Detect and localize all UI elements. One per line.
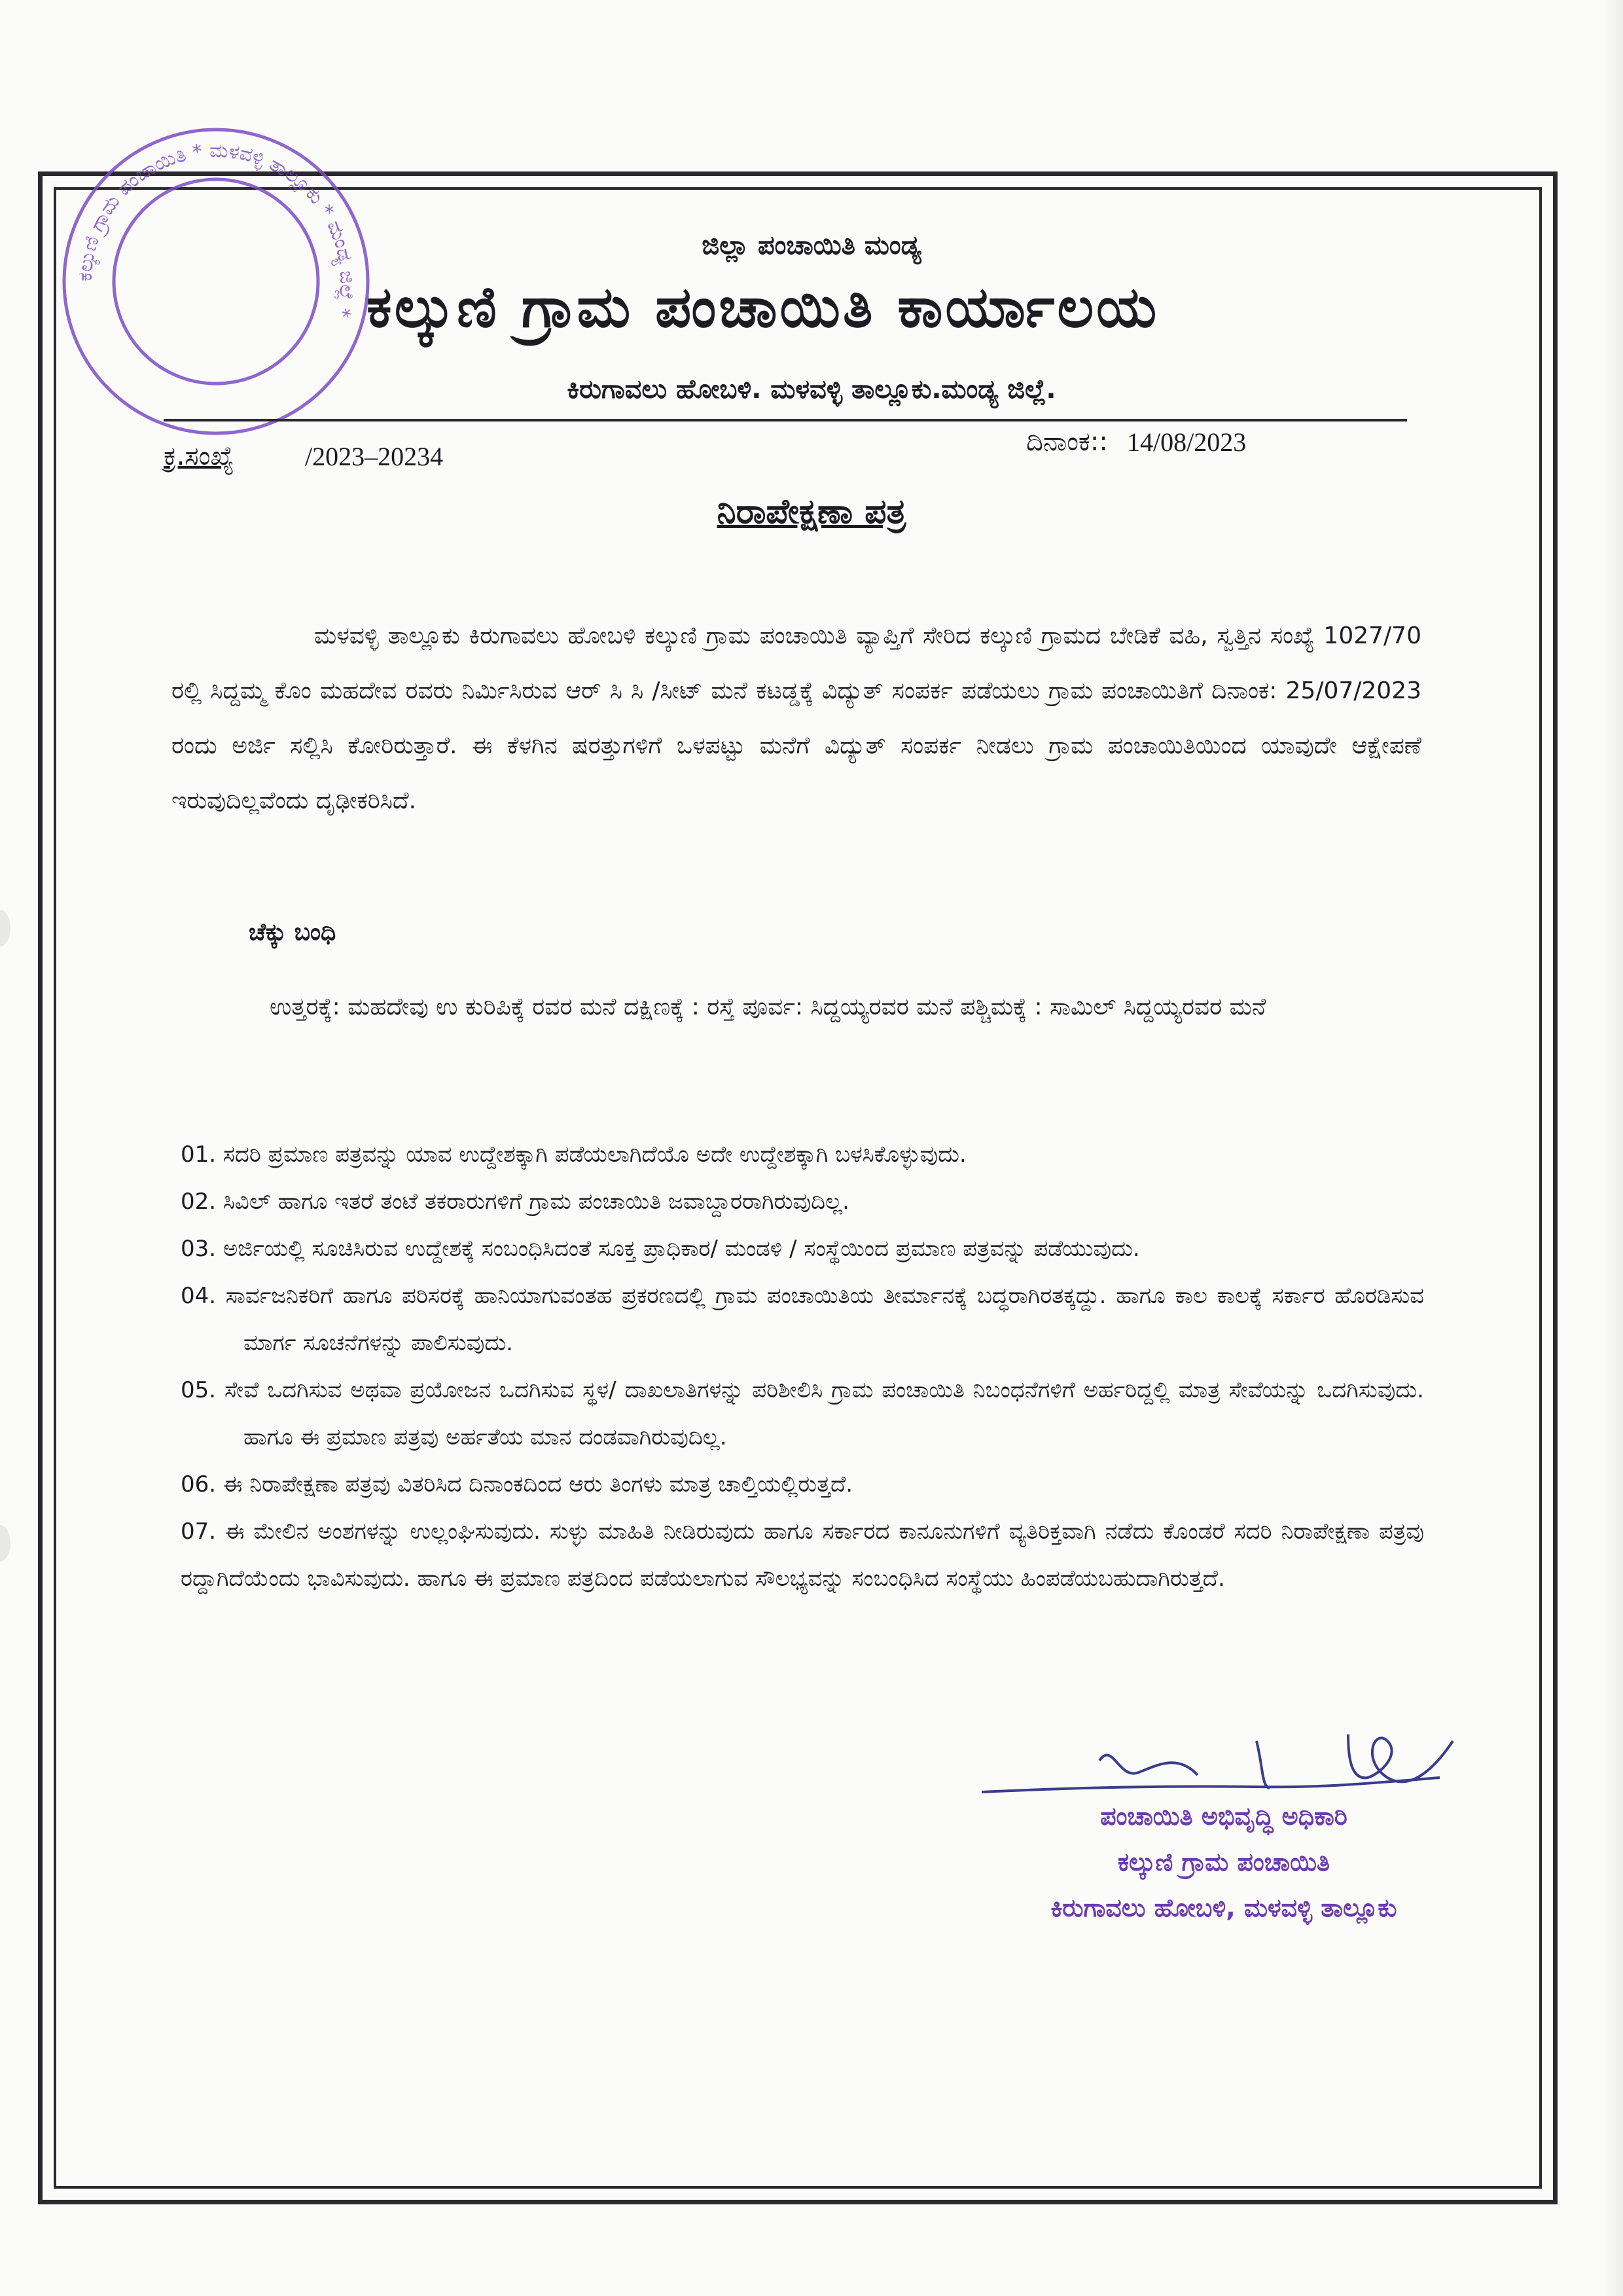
office-title: ಕಲ್ಕುಣಿ ಗ್ರಾಮ ಪಂಚಾಯಿತಿ ಕಾರ್ಯಾಲಯ — [366, 275, 1160, 340]
body-paragraph: ಮಳವಳ್ಳಿ ತಾಲ್ಲೂಕು ಕಿರುಗಾವಲು ಹೋಬಳಿ ಕಲ್ಕುಣಿ ಗ್ರಾಮ ಪಂಚಾಯಿತಿ ವ್ಯಾಪ್ತಿಗೆ ಸೇರಿದ ಕಲ್ಕುಣಿ ಗ್ರಾಮದ ಬೇಡಿಕೆ ವಹಿ, ಸ್ವತ್ತಿನ ಸಂಖ್ಯೆ 1027/70 ರಲ್ಲಿ ಸಿದ್ದಮ್ಮ ಕೊಂ ಮಹದೇವ ರವರು ನಿರ್ಮಿಸಿರುವ ಆರ್ ಸಿ ಸಿ /ಸೀಟ್ ಮನೆ ಕಟಡ್ಡಕ್ಕೆ ವಿದ್ಯುತ್ ಸಂಪರ್ಕ ಪಡೆಯಲು ಗ್ರಾಮ ಪಂಚಾಯಿತಿಗೆ ದಿನಾಂಕ: 25/07/2023 ರಂದು ಅರ್ಜಿ ಸಲ್ಲಿಸಿ ಕೋರಿರುತ್ತಾರೆ. ಈ ಕೆಳಗಿನ ಷರತ್ತುಗಳಿಗೆ ಒಳಪಟ್ಟು ಮನೆಗೆ ವಿದ್ಯುತ್ ಸಂಪರ್ಕ ನೀಡಲು ಗ್ರಾಮ ಪಂಚಾಯಿತಿಯಿಂದ ಯಾವುದೇ ಆಕ್ಷೇಪಣೆ ಇರುವುದಿಲ್ಲವೆಂದು ದೃಢೀಕರಿಸಿದೆ. — [171, 622, 1421, 814]
header-divider — [164, 419, 1407, 422]
condition-item: 07. ಈ ಮೇಲಿನ ಅಂಶಗಳನ್ನು ಉಲ್ಲಂಘಿಸುವುದು. ಸುಳ್ಳು ಮಾಹಿತಿ ನೀಡಿರುವುದು ಹಾಗೂ ಸರ್ಕಾರದ ಕಾನೂನುಗಳಿಗೆ ವ್ಯತಿರಿಕ್ತವಾಗಿ ನಡೆದು ಕೊಂಡರೆ ಸದರಿ ನಿರಾಪೇಕ್ಷಣಾ ಪತ್ರವು ರದ್ದಾಗಿದೆಯೆಂದು ಭಾವಿಸುವುದು. ಹಾಗೂ ಈ ಪ್ರಮಾಣ ಪತ್ರದಿಂದ ಪಡೆಯಲಾಗುವ ಸೌಲಭ್ಯವನ್ನು ಸಂಬಂಧಿಸಿದ ಸಂಸ್ಥೆಯು ಹಿಂಪಡೆಯಬಹುದಾಗಿರುತ್ತದೆ. — [181, 1518, 1424, 1592]
page-edge — [1603, 0, 1623, 2296]
boundaries-text: ಉತ್ತರಕ್ಕೆ: ಮಹದೇವು ಉ ಕುರಿಪಿಕ್ಕೆ ರವರ ಮನೆ ದಕ್ಷಿಣಕ್ಕೆ : ರಸ್ತೆ ಪೂರ್ವ: ಸಿದ್ದಯ್ಯರವರ ಮನೆ ಪಶ್ಚಿಮಕ್ಕೆ : ಸಾಮಿಲ್ ಸಿದ್ದಯ್ಯರವರ ಮನೆ — [270, 994, 1266, 1020]
conditions-list — [181, 1131, 1424, 1602]
reference-label: ಕ್ರ.ಸಂಖ್ಯೆ — [164, 441, 234, 471]
signatory-office: ಕಲ್ಕುಣಿ ಗ್ರಾಮ ಪಂಚಾಯಿತಿ — [1117, 1848, 1330, 1876]
signatory-location: ಕಿರುಗಾವಲು ಹೋಬಳಿ, ಮಳವಳ್ಳಿ ತಾಲ್ಲೂಕು — [1050, 1893, 1397, 1922]
punch-hole — [0, 1525, 10, 1562]
condition-item: 06. ಈ ನಿರಾಪೇಕ್ಷಣಾ ಪತ್ರವು ವಿತರಿಸಿದ ದಿನಾಂಕದಿಂದ ಆರು ತಿಂಗಳು ಮಾತ್ರ ಚಾಲ್ತಿಯಲ್ಲಿರುತ್ತದೆ. — [181, 1471, 853, 1498]
district-name: ಜಿಲ್ಲಾ ಪಂಚಾಯಿತಿ ಮಂಡ್ಯ — [702, 230, 921, 260]
condition-item: 02. ಸಿವಿಲ್ ಹಾಗೂ ಇತರೆ ತಂಟೆ ತಕರಾರುಗಳಿಗೆ ಗ್ರಾಮ ಪಂಚಾಯಿತಿ ಜವಾಬ್ದಾರರಾಗಿರುವುದಿಲ್ಲ. — [181, 1189, 849, 1215]
signatory-stamp — [995, 1793, 1453, 1931]
punch-hole — [0, 910, 10, 946]
document-title: ನಿರಾಪೇಕ್ಷಣಾ ಪತ್ರ — [717, 492, 906, 531]
office-address: ಕಿರುಗಾವಲು ಹೋಬಳಿ. ಮಳವಳ್ಳಿ ತಾಲ್ಲೂಕು.ಮಂಡ್ಯ ಜಿಲ್ಲೆ. — [567, 374, 1056, 404]
date-label: ದಿನಾಂಕ:: — [1026, 427, 1108, 457]
condition-item: 04. ಸಾರ್ವಜನಿಕರಿಗೆ ಹಾಗೂ ಪರಿಸರಕ್ಕೆ ಹಾನಿಯಾಗುವಂತಹ ಪ್ರಕರಣದಲ್ಲಿ ಗ್ರಾಮ ಪಂಚಾಯಿತಿಯ ತೀರ್ಮಾನಕ್ಕೆ ಬದ್ಧರಾಗಿರತಕ್ಕದ್ದು. ಹಾಗೂ ಕಾಲ ಕಾಲಕ್ಕೆ ಸರ್ಕಾರ ಹೊರಡಿಸುವ ಮಾರ್ಗ ಸೂಚನೆಗಳನ್ನು ಪಾಲಿಸುವುದು. — [181, 1283, 1424, 1356]
seal-ring-text: ಕಲ್ಕುಣಿ ಗ್ರಾಮ ಪಂಚಾಯಿತಿ * ಮಳವಳ್ಳಿ ತಾಲ್ಲೂಕು * ಮಂಡ್ಯ ಜಿಲ್ಲೆ * — [73, 139, 359, 320]
date-value: 14/08/2023 — [1127, 427, 1247, 457]
condition-item: 03. ಅರ್ಜಿಯಲ್ಲಿ ಸೂಚಿಸಿರುವ ಉದ್ದೇಶಕ್ಕೆ ಸಂಬಂಧಿಸಿದಂತೆ ಸೂಕ್ತ ಪ್ರಾಧಿಕಾರ/ ಮಂಡಳಿ / ಸಂಸ್ಥೆಯಿಂದ ಪ್ರಮಾಣ ಪತ್ರವನ್ನು ಪಡೆಯುವುದು. — [181, 1236, 1140, 1262]
signatory-designation: ಪಂಚಾಯಿತಿ ಅಭಿವೃದ್ಧಿ ಅಧಿಕಾರಿ — [1100, 1802, 1347, 1831]
reference-number: /2023–20234 — [305, 442, 444, 471]
condition-item: 05. ಸೇವೆ ಒದಗಿಸುವ ಅಥವಾ ಪ್ರಯೋಜನ ಒದಗಿಸುವ ಸ್ಥಳ/ ದಾಖಲಾತಿಗಳನ್ನು ಪರಿಶೀಲಿಸಿ ಗ್ರಾಮ ಪಂಚಾಯಿತಿ ನಿಬಂಧನೆಗಳಿಗೆ ಅರ್ಹರಿದ್ದಲ್ಲಿ ಮಾತ್ರ ಸೇವೆಯನ್ನು ಒದಗಿಸುವುದು. ಹಾಗೂ ಈ ಪ್ರಮಾಣ ಪತ್ರವು ಅರ್ಹತೆಯ ಮಾನ ದಂಡವಾಗಿರುವುದಿಲ್ಲ. — [181, 1377, 1424, 1450]
condition-item: 01. ಸದರಿ ಪ್ರಮಾಣ ಪತ್ರವನ್ನು ಯಾವ ಉದ್ದೇಶಕ್ಕಾಗಿ ಪಡೆಯಲಾಗಿದೆಯೊ ಅದೇ ಉದ್ದೇಶಕ್ಕಾಗಿ ಬಳಸಿಕೊಳ್ಳುವುದು. — [181, 1141, 967, 1168]
boundaries-heading: ಚೆಕ್ಕು ಬಂಧಿ — [249, 919, 336, 946]
